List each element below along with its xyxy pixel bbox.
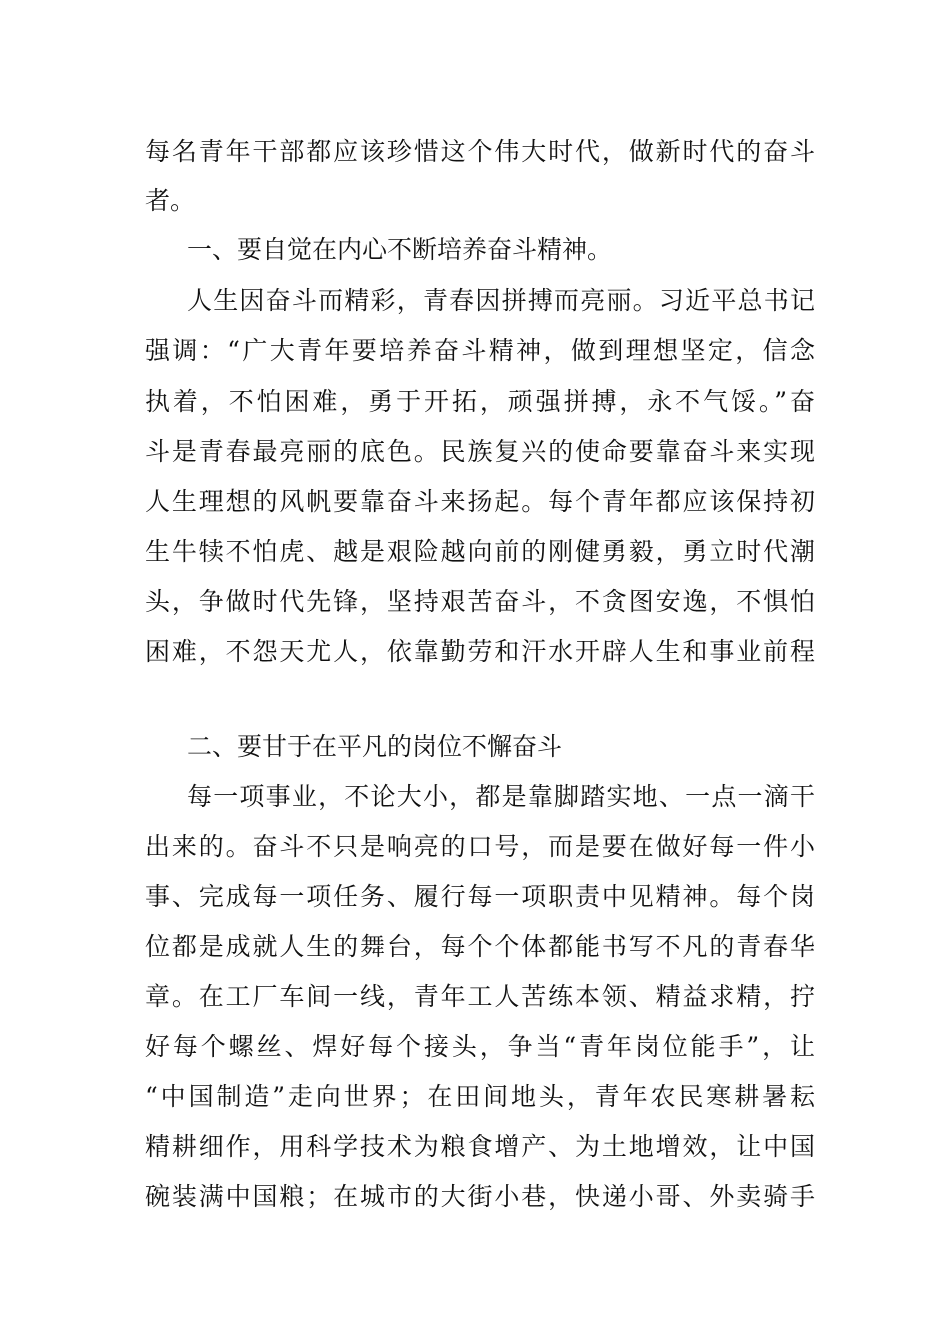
paragraph-line: 者。: [145, 186, 196, 215]
paragraph-line: 精耕细作，用科学技术为粮食增产、为土地增效，让中国: [145, 1132, 815, 1161]
paragraph-line: 每一项事业，不论大小，都是靠脚踏实地、一点一滴干: [187, 782, 815, 811]
paragraph-line: 强调：“广大青年要培养奋斗精神，做到理想坚定，信念: [145, 336, 815, 365]
paragraph-line: 人生因奋斗而精彩，青春因拼搏而亮丽。习近平总书记: [187, 286, 815, 315]
section-heading: 一、要自觉在内心不断培养奋斗精神。: [187, 235, 613, 264]
paragraph-line: 出来的。奋斗不只是响亮的口号，而是要在做好每一件小: [145, 832, 815, 861]
paragraph-line: 人生理想的风帆要靠奋斗来扬起。每个青年都应该保持初: [145, 487, 815, 516]
paragraph-line: 执着，不怕困难，勇于开拓，顽强拼搏，永不气馁。”奋: [145, 387, 815, 416]
paragraph-line: 好每个螺丝、焊好每个接头，争当“青年岗位能手”，让: [145, 1032, 815, 1061]
paragraph-line: 困难，不怨天尤人，依靠勤劳和汗水开辟人生和事业前程: [145, 637, 815, 666]
paragraph-line: 每名青年干部都应该珍惜这个伟大时代，做新时代的奋斗: [145, 137, 815, 166]
paragraph-line: “中国制造”走向世界；在田间地头，青年农民寒耕暑耘: [145, 1082, 815, 1111]
paragraph-line: 事、完成每一项任务、履行每一项职责中见精神。每个岗: [145, 882, 815, 911]
paragraph-line: 碗装满中国粮；在城市的大街小巷，快递小哥、外卖骑手: [145, 1182, 815, 1211]
paragraph-line: 生牛犊不怕虎、越是艰险越向前的刚健勇毅，勇立时代潮: [145, 537, 815, 566]
paragraph-line: 位都是成就人生的舞台，每个个体都能书写不凡的青春华: [145, 932, 815, 961]
paragraph-line: 章。在工厂车间一线，青年工人苦练本领、精益求精，拧: [145, 982, 815, 1011]
paragraph-line: 斗是青春最亮丽的底色。民族复兴的使命要靠奋斗来实现: [145, 437, 815, 466]
section-heading: 二、要甘于在平凡的岗位不懈奋斗: [187, 732, 563, 761]
paragraph-line: 头，争做时代先锋，坚持艰苦奋斗，不贪图安逸，不惧怕: [145, 587, 815, 616]
